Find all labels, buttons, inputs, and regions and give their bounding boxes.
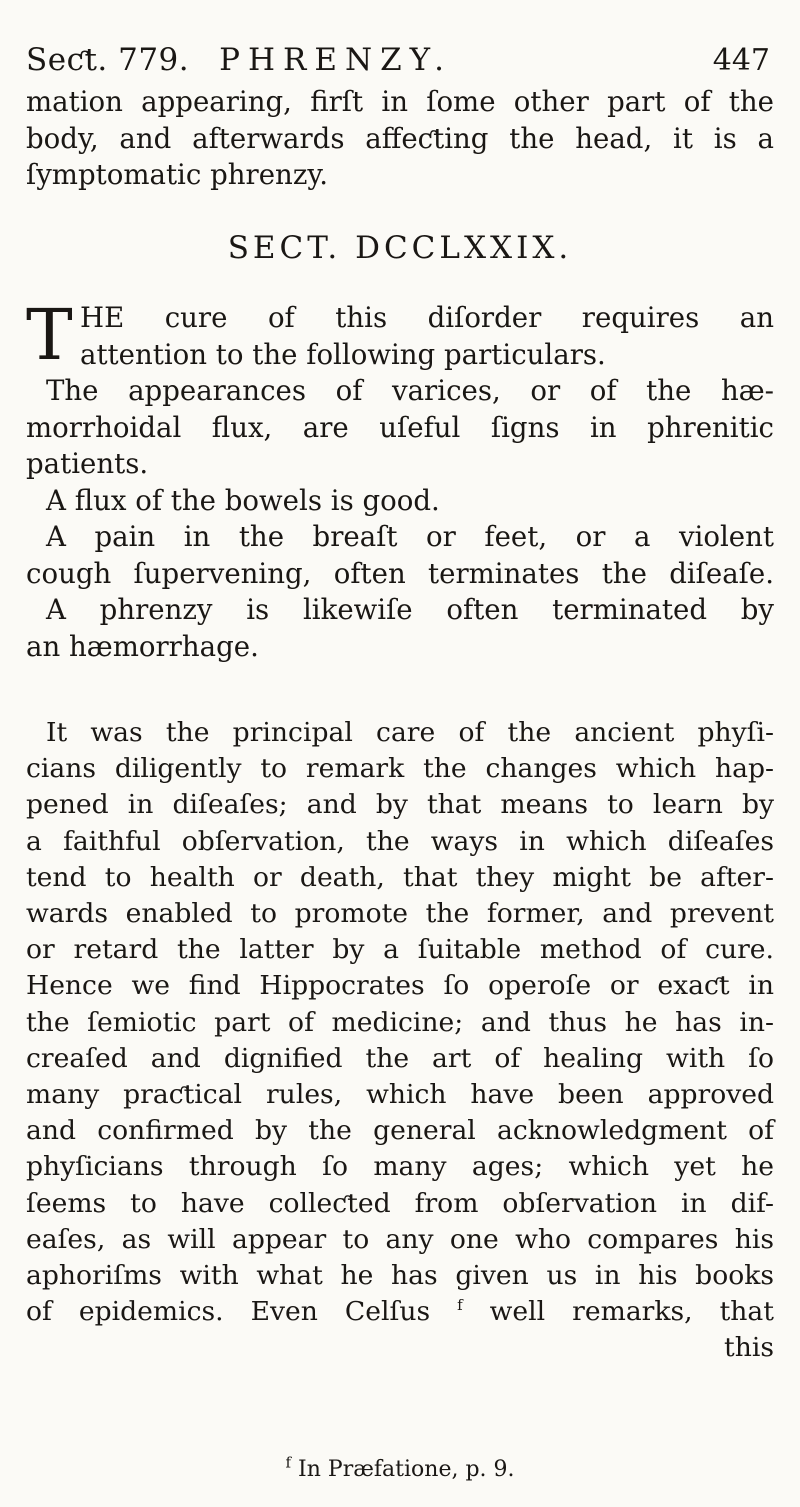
text-line: phyſicians through ſo many ages; which yet he	[26, 1151, 774, 1183]
aphorism-paragraph	[26, 373, 774, 483]
running-header	[26, 40, 770, 81]
section-number: Seƈt. 779.	[26, 42, 190, 78]
paragraph-gap	[26, 665, 774, 715]
text-line: mation appearing, firſt in ſome other part of the	[26, 85, 774, 118]
footnote	[0, 1453, 800, 1482]
text-line: cians diligently to remark the changes which hap-	[26, 753, 774, 785]
text-line: It was the principal care of the ancient phyſi-	[46, 717, 774, 748]
aphorism-paragraph	[26, 483, 774, 520]
text-fragment: well remarks, that	[489, 1296, 774, 1328]
page-body	[26, 84, 774, 1367]
text-line: HE cure of this diſorder requires an	[80, 301, 774, 334]
section-heading: SECT. DCCLXXIX.	[227, 229, 573, 266]
text-line: body, and afterwards affeƈting the head, it is a	[26, 121, 774, 155]
drop-capital: T	[26, 294, 73, 376]
text-line: pened in diſeaſes; and by that means to learn by	[26, 789, 774, 821]
footnote-reference: f	[457, 1296, 463, 1315]
running-title: PHRENZY.	[219, 42, 452, 78]
aphorism-paragraph	[26, 294, 774, 376]
catchword: this	[724, 1332, 774, 1364]
text-line: attention to the following particulars.	[80, 337, 606, 371]
aphorism-block	[26, 294, 774, 376]
text-line: creaſed and dignified the art of healing with ſo	[26, 1042, 774, 1074]
text-line: or retard the latter by a ſuitable method of cure.	[26, 934, 774, 966]
text-line: and confirmed by the general acknowledgment of	[26, 1115, 774, 1147]
intro-paragraph	[26, 84, 774, 194]
text-line: wards enabled to promote the former, and prevent	[26, 898, 774, 930]
text-line: aphoriſms with what he has given us in his books	[26, 1260, 774, 1292]
text-line: The appearances of varices, or of the hæ-	[46, 374, 774, 407]
page-number: 447	[712, 43, 770, 78]
footnote-mark: f	[285, 1453, 292, 1472]
text-line: patients.	[26, 447, 149, 480]
footnote-text: In Præfatione, p. 9.	[298, 1457, 515, 1482]
text-line: many praƈtical rules, which have been approved	[26, 1079, 774, 1111]
text-line: A flux of the bowels is good.	[46, 483, 440, 517]
text-fragment: of epidemics. Even Celſus	[26, 1296, 431, 1328]
aphorism-paragraph	[26, 519, 774, 592]
text-line: an hæmorrhage.	[26, 629, 259, 663]
text-line: ſymptomatic phrenzy.	[26, 158, 329, 191]
text-line: ſeems to have colleƈted from obſervation in dif-	[26, 1187, 774, 1219]
text-line: A phrenzy is likewiſe often terminated by	[46, 593, 774, 626]
text-line	[26, 1294, 774, 1330]
commentary-paragraph	[26, 715, 774, 1367]
text-line: tend to health or death, that they might be after-	[26, 861, 774, 893]
text-line: morrhoidal flux, are uſeful ſigns in phrenitic	[26, 410, 774, 444]
aphorism-paragraph	[26, 592, 774, 665]
text-line: the ſemiotic part of medicine; and thus he has in-	[26, 1006, 774, 1038]
text-line: Hence we find Hippocrates ſo operoſe or exaƈt in	[26, 970, 774, 1002]
text-line: A pain in the breaſt or feet, or a violent	[46, 520, 774, 553]
text-line: eaſes, as will appear to any one who compares his	[26, 1223, 774, 1255]
text-line: a faithful obſervation, the ways in which diſeaſes	[26, 825, 774, 857]
text-line: cough ſupervening, often terminates the diſeaſe.	[26, 556, 774, 590]
